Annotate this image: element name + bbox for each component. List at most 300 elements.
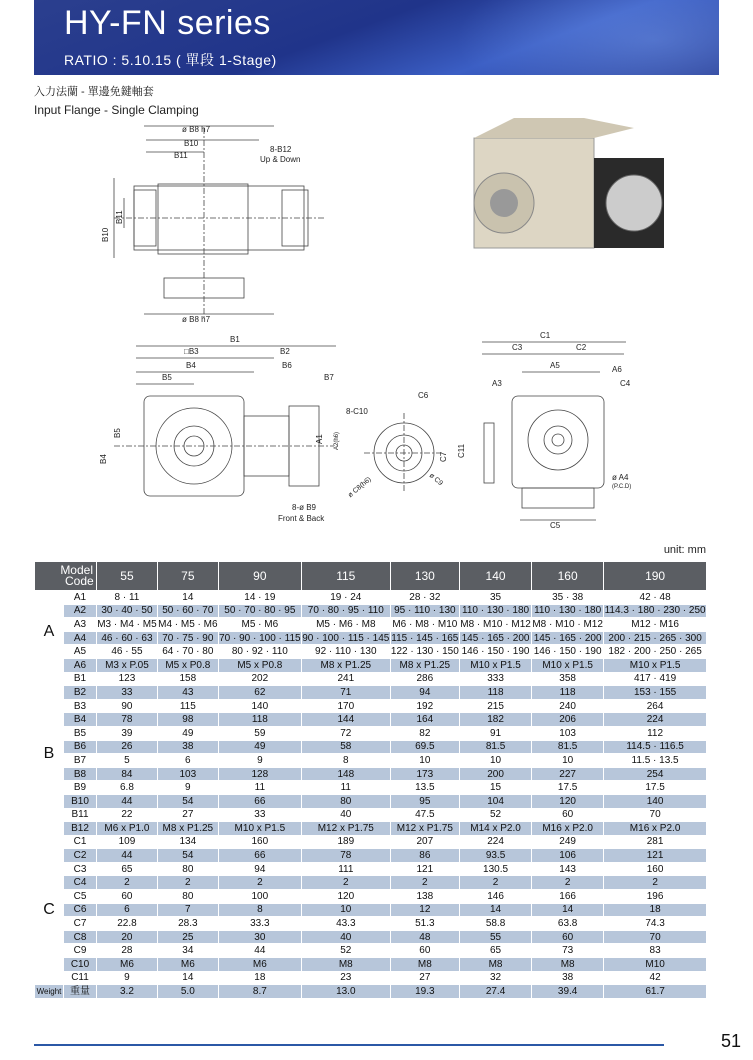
table-cell: 90 · 100 · 115 · 145 <box>302 632 390 644</box>
table-cell: 192 <box>390 699 459 713</box>
table-cell: 33 <box>218 808 301 822</box>
table-cell: 123 <box>97 672 158 686</box>
table-cell: 44 <box>218 944 301 958</box>
row-code: B10 <box>64 794 97 808</box>
table-cell: 120 <box>301 890 390 904</box>
model-header: 90 <box>218 562 301 591</box>
table-row <box>35 604 707 618</box>
table-cell: 264 <box>604 699 707 713</box>
table-cell: 10 <box>301 903 390 917</box>
table-cell: 20 <box>97 930 158 944</box>
table-cell: 118 <box>460 686 532 700</box>
table-row <box>35 767 707 781</box>
table-cell: 153 · 155 <box>604 686 707 700</box>
table-cell: 35 <box>460 591 532 605</box>
row-code: B8 <box>64 767 97 781</box>
group-label: A <box>35 591 64 673</box>
table-row <box>35 971 707 985</box>
table-cell: M8 <box>301 958 390 972</box>
table-cell: M3 · M4 · M5 <box>97 618 157 630</box>
table-cell: 173 <box>390 767 459 781</box>
table-cell: 6 <box>97 903 158 917</box>
dim-c11: C11 <box>457 443 466 458</box>
table-cell: M6 <box>218 958 301 972</box>
table-cell: 59 <box>218 726 301 740</box>
dim-b3: □B3 <box>184 347 199 356</box>
dim-b9-line2: Front & Back <box>278 514 325 523</box>
table-cell: 86 <box>390 849 459 863</box>
table-cell: 70 · 90 · 100 · 115 <box>219 632 301 644</box>
table-row <box>35 713 707 727</box>
table-cell: 70 <box>604 930 707 944</box>
table-cell: 49 <box>157 726 218 740</box>
model-header: 190 <box>604 562 707 591</box>
table-cell: M10 x P1.5 <box>460 658 532 672</box>
table-row <box>35 794 707 808</box>
table-cell: 2 <box>157 876 218 890</box>
dim-a2: A2(h6) <box>334 431 340 450</box>
dim-b9-line1: 8-ø B9 <box>292 503 317 512</box>
row-code: B6 <box>64 740 97 754</box>
table-cell: 22.8 <box>97 917 158 931</box>
row-code: A3 <box>64 618 97 632</box>
table-cell: 8 <box>218 903 301 917</box>
table-cell: 46 · 55 <box>97 645 158 659</box>
table-cell: 52 <box>301 944 390 958</box>
table-cell: M8 · M10 · M12 <box>532 618 603 630</box>
table-cell: M8 · M10 · M12 <box>460 618 531 630</box>
row-code: C4 <box>64 876 97 890</box>
table-cell: 26 <box>97 740 158 754</box>
table-cell: M4 · M5 · M6 <box>158 618 218 630</box>
dim-b4-vertical: B4 <box>99 454 108 464</box>
table-cell: 27 <box>390 971 459 985</box>
table-cell: 115 · 145 · 165 <box>391 632 459 644</box>
table-cell: 38 <box>157 740 218 754</box>
header-code-label: Code <box>65 574 94 588</box>
table-cell: 144 <box>301 713 390 727</box>
table-cell: 109 <box>97 835 158 849</box>
table-cell: 51.3 <box>390 917 459 931</box>
table-cell: 50 · 70 · 80 · 95 <box>218 604 301 618</box>
table-cell: 5 <box>97 754 158 768</box>
row-code: C6 <box>64 903 97 917</box>
dim-b1: B1 <box>230 335 240 344</box>
row-code: C2 <box>64 849 97 863</box>
page-title: HY-FN series <box>64 4 271 42</box>
table-cell: 417 · 419 <box>604 672 707 686</box>
table-cell: 106 <box>532 849 604 863</box>
table-cell: 14 · 19 <box>218 591 301 605</box>
table-cell: 54 <box>157 849 218 863</box>
table-cell: 28.3 <box>157 917 218 931</box>
table-cell: 95 · 110 · 130 <box>390 604 459 618</box>
table-cell: 43.3 <box>301 917 390 931</box>
table-cell: 10 <box>390 754 459 768</box>
table-cell: 83 <box>604 944 707 958</box>
table-cell: M6 · M8 · M10 <box>390 618 459 632</box>
table-cell: 98 <box>157 713 218 727</box>
table-cell: 74.3 <box>604 917 707 931</box>
table-cell: 145 · 165 · 200 <box>532 631 604 645</box>
table-cell: 11 <box>218 781 301 795</box>
dim-c4: C4 <box>620 379 631 388</box>
table-cell: 103 <box>532 726 604 740</box>
table-cell: 73 <box>532 944 604 958</box>
table-cell: 9 <box>157 781 218 795</box>
row-code: B9 <box>64 781 97 795</box>
table-cell: 8 · 11 <box>97 591 158 605</box>
dim-b8h7-bottom: ø B8 h7 <box>182 315 211 324</box>
dim-b10-vertical: B10 <box>101 227 110 242</box>
table-cell: M5 x P0.8 <box>218 658 301 672</box>
table-cell: 22 <box>97 808 158 822</box>
table-cell: 78 <box>301 849 390 863</box>
dim-b7: B7 <box>324 373 334 382</box>
table-row <box>35 645 707 659</box>
table-cell: M16 x P2.0 <box>532 822 604 836</box>
table-cell: 49 <box>218 740 301 754</box>
table-cell: 110 · 130 · 180 <box>460 604 532 618</box>
row-code: B5 <box>64 726 97 740</box>
table-cell: 40 <box>301 808 390 822</box>
table-cell: 63.8 <box>532 917 604 931</box>
table-row <box>35 903 707 917</box>
table-row <box>35 958 707 972</box>
table-cell: 9 <box>97 971 158 985</box>
dim-b4: B4 <box>186 361 196 370</box>
page-number: 51 <box>720 1031 741 1051</box>
table-cell: 66 <box>218 849 301 863</box>
table-cell: 23 <box>301 971 390 985</box>
table-cell: 215 <box>460 699 532 713</box>
table-cell: 114.5 · 116.5 <box>604 740 707 754</box>
row-code: 重量 <box>64 985 97 999</box>
table-cell: 60 <box>390 944 459 958</box>
table-cell: 11 <box>301 781 390 795</box>
section-title-chinese: 入力法蘭 - 單邊免鍵軸套 <box>34 86 154 98</box>
table-cell: 286 <box>390 672 459 686</box>
row-code: A1 <box>64 591 97 605</box>
table-cell: 110 · 130 · 180 <box>532 604 604 618</box>
table-cell: 61.7 <box>604 985 707 999</box>
table-cell: 8.7 <box>218 985 301 999</box>
header-model-code <box>35 562 97 591</box>
table-cell: M10 x P1.5 <box>604 658 707 672</box>
group-label: C <box>35 835 64 985</box>
table-cell: 241 <box>301 672 390 686</box>
table-cell: 148 <box>301 767 390 781</box>
table-row <box>35 658 707 672</box>
table-cell: 2 <box>532 876 604 890</box>
table-row <box>35 618 707 632</box>
table-cell: 43 <box>157 686 218 700</box>
table-cell: 224 <box>604 713 707 727</box>
table-cell: 44 <box>97 849 158 863</box>
table-cell: 182 · 200 · 250 · 265 <box>604 645 707 659</box>
table-cell: 14 <box>157 971 218 985</box>
dim-c3: C3 <box>512 343 523 352</box>
header-banner <box>34 0 719 75</box>
unit-label: unit: mm <box>663 544 706 556</box>
dim-b12-line2: Up & Down <box>260 155 301 164</box>
model-header: 55 <box>97 562 158 591</box>
table-cell: 2 <box>218 876 301 890</box>
dim-a6: A6 <box>612 365 622 374</box>
table-cell: 2 <box>390 876 459 890</box>
dim-c1: C1 <box>540 331 551 340</box>
table-cell: M5 · M6 · M8 <box>301 618 390 632</box>
table-cell: 13.5 <box>390 781 459 795</box>
table-cell: 80 <box>157 862 218 876</box>
table-cell: 138 <box>390 890 459 904</box>
table-cell: 93.5 <box>460 849 532 863</box>
table-cell: 134 <box>157 835 218 849</box>
dim-c6: C6 <box>418 391 429 400</box>
table-cell: 143 <box>532 862 604 876</box>
table-row <box>35 781 707 795</box>
table-cell: 121 <box>390 862 459 876</box>
table-cell: 28 · 32 <box>390 591 459 605</box>
table-cell: 114.3 · 180 · 230 · 250 <box>604 605 706 617</box>
table-cell: 240 <box>532 699 604 713</box>
table-cell: 182 <box>460 713 532 727</box>
table-cell: 14 <box>532 903 604 917</box>
flange-view <box>364 413 494 493</box>
table-cell: 47.5 <box>390 808 459 822</box>
table-cell: 18 <box>604 903 707 917</box>
row-code: B4 <box>64 713 97 727</box>
table-cell: M8 x P1.25 <box>301 658 390 672</box>
table-cell: 80 · 92 · 110 <box>218 645 301 659</box>
row-code: B7 <box>64 754 97 768</box>
table-row <box>35 672 707 686</box>
row-code: C5 <box>64 890 97 904</box>
table-cell: 130.5 <box>460 862 532 876</box>
table-cell: 100 <box>218 890 301 904</box>
table-row <box>35 822 707 836</box>
table-cell: 70 <box>604 808 707 822</box>
table-cell: M6 <box>97 958 158 972</box>
table-cell: 5.0 <box>157 985 218 999</box>
table-cell: 52 <box>460 808 532 822</box>
table-cell: 2 <box>301 876 390 890</box>
table-cell: 40 <box>301 930 390 944</box>
table-cell: 81.5 <box>532 740 604 754</box>
table-cell: 58.8 <box>460 917 532 931</box>
bottom-divider <box>34 1044 664 1046</box>
table-cell: 38 <box>532 971 604 985</box>
table-cell: 30 <box>218 930 301 944</box>
table-cell: M8 <box>390 958 459 972</box>
group-label: Weight <box>35 985 64 999</box>
dim-b2: B2 <box>280 347 290 356</box>
table-cell: 32 <box>460 971 532 985</box>
table-cell: 94 <box>218 862 301 876</box>
table-cell: 10 <box>460 754 532 768</box>
table-cell: 3.2 <box>97 985 158 999</box>
table-cell: 189 <box>301 835 390 849</box>
row-code: C1 <box>64 835 97 849</box>
dim-a3: A3 <box>492 379 502 388</box>
table-cell: 281 <box>604 835 707 849</box>
dim-a5: A5 <box>550 361 560 370</box>
table-cell: 249 <box>532 835 604 849</box>
table-cell: 145 · 165 · 200 <box>460 631 532 645</box>
model-header: 160 <box>532 562 604 591</box>
table-cell: 42 <box>604 971 707 985</box>
table-cell: 94 <box>390 686 459 700</box>
table-cell: 13.0 <box>301 985 390 999</box>
model-header: 115 <box>301 562 390 591</box>
table-cell: 164 <box>390 713 459 727</box>
table-cell: 358 <box>532 672 604 686</box>
table-header-row <box>35 562 707 591</box>
dim-b12-line1: 8-B12 <box>270 145 292 154</box>
table-cell: M6 <box>157 958 218 972</box>
table-cell: 207 <box>390 835 459 849</box>
table-cell: 6 <box>157 754 218 768</box>
table-row <box>35 917 707 931</box>
table-row <box>35 944 707 958</box>
spec-table <box>34 561 707 999</box>
row-code: C11 <box>64 971 97 985</box>
table-cell: 14 <box>460 903 532 917</box>
table-cell: 71 <box>301 686 390 700</box>
table-cell: 146 · 150 · 190 <box>460 645 532 659</box>
table-cell: 103 <box>157 767 218 781</box>
table-cell: 72 <box>301 726 390 740</box>
table-cell: M8 <box>532 958 604 972</box>
table-cell: M3 x P.05 <box>97 658 158 672</box>
table-row <box>35 740 707 754</box>
table-cell: M16 x P2.0 <box>604 822 707 836</box>
table-cell: 54 <box>157 794 218 808</box>
table-cell: 48 <box>390 930 459 944</box>
table-row <box>35 808 707 822</box>
table-cell: 206 <box>532 713 604 727</box>
table-cell: 333 <box>460 672 532 686</box>
table-cell: 146 <box>460 890 532 904</box>
table-cell: 58 <box>301 740 390 754</box>
table-cell: M6 x P1.0 <box>97 822 158 836</box>
table-cell: 224 <box>460 835 532 849</box>
dim-b6: B6 <box>282 361 292 370</box>
table-cell: 200 · 215 · 265 · 300 <box>604 631 707 645</box>
table-cell: 84 <box>97 767 158 781</box>
row-code: B12 <box>64 822 97 836</box>
model-header: 75 <box>157 562 218 591</box>
table-row <box>35 631 707 645</box>
row-code: B3 <box>64 699 97 713</box>
table-cell: 17.5 <box>604 781 707 795</box>
table-cell: 9 <box>218 754 301 768</box>
table-cell: 18 <box>218 971 301 985</box>
dim-c10: 8-C10 <box>346 407 368 416</box>
table-cell: M12 · M16 <box>604 618 707 632</box>
table-cell: 91 <box>460 726 532 740</box>
dim-c7: C7 <box>439 451 448 462</box>
table-row <box>35 699 707 713</box>
table-cell: 158 <box>157 672 218 686</box>
table-cell: M10 <box>604 958 707 972</box>
row-code: A2 <box>64 604 97 618</box>
table-cell: 196 <box>604 890 707 904</box>
table-cell: 128 <box>218 767 301 781</box>
table-cell: 65 <box>460 944 532 958</box>
table-cell: 80 <box>301 794 390 808</box>
table-cell: 118 <box>532 686 604 700</box>
table-cell: 50 · 60 · 70 <box>157 604 218 618</box>
table-cell: 104 <box>460 794 532 808</box>
table-cell: 115 <box>157 699 218 713</box>
table-cell: M12 x P1.75 <box>301 822 390 836</box>
dim-a1: A1 <box>315 434 324 444</box>
table-cell: 81.5 <box>460 740 532 754</box>
model-header: 140 <box>460 562 532 591</box>
table-cell: M5 x P0.8 <box>157 658 218 672</box>
spec-table-body <box>35 591 707 999</box>
dim-b11-vertical: B11 <box>115 210 124 224</box>
table-cell: M10 x P1.5 <box>218 822 301 836</box>
table-cell: 66 <box>218 794 301 808</box>
table-cell: 160 <box>218 835 301 849</box>
table-cell: 95 <box>390 794 459 808</box>
table-cell: 19 · 24 <box>301 591 390 605</box>
table-cell: 111 <box>301 862 390 876</box>
table-cell: 202 <box>218 672 301 686</box>
table-cell: M14 x P2.0 <box>460 822 532 836</box>
table-cell: 160 <box>604 862 707 876</box>
table-cell: 2 <box>97 876 158 890</box>
table-cell: M12 x P1.75 <box>390 822 459 836</box>
table-cell: 2 <box>460 876 532 890</box>
table-cell: 140 <box>218 699 301 713</box>
table-cell: M8 <box>460 958 532 972</box>
table-cell: 27 <box>157 808 218 822</box>
table-cell: 17.5 <box>532 781 604 795</box>
model-header: 130 <box>390 562 459 591</box>
table-cell: 118 <box>218 713 301 727</box>
table-cell: 12 <box>390 903 459 917</box>
table-cell: 64 · 70 · 80 <box>157 645 218 659</box>
dim-c8: ø C8(h6) <box>346 475 373 500</box>
table-cell: 11.5 · 13.5 <box>604 754 707 768</box>
table-row <box>35 985 707 999</box>
table-cell: 227 <box>532 767 604 781</box>
table-cell: 92 · 110 · 130 <box>301 645 390 659</box>
table-cell: 35 · 38 <box>532 591 604 605</box>
table-cell: 39 <box>97 726 158 740</box>
dim-c9: ø C9 <box>427 472 444 488</box>
row-code: C3 <box>64 862 97 876</box>
dim-b10-top: B10 <box>184 139 199 148</box>
table-cell: 30 · 40 · 50 <box>97 604 158 618</box>
table-cell: 70 · 80 · 95 · 110 <box>301 604 390 618</box>
table-row <box>35 849 707 863</box>
dim-a4: ø A4 <box>612 473 629 482</box>
table-cell: 254 <box>604 767 707 781</box>
table-cell: 78 <box>97 713 158 727</box>
table-row <box>35 726 707 740</box>
table-cell: 121 <box>604 849 707 863</box>
table-cell: 10 <box>532 754 604 768</box>
table-row <box>35 930 707 944</box>
table-cell: 200 <box>460 767 532 781</box>
table-cell: 19.3 <box>390 985 459 999</box>
table-cell: 65 <box>97 862 158 876</box>
header-model-label: Model <box>60 563 93 577</box>
